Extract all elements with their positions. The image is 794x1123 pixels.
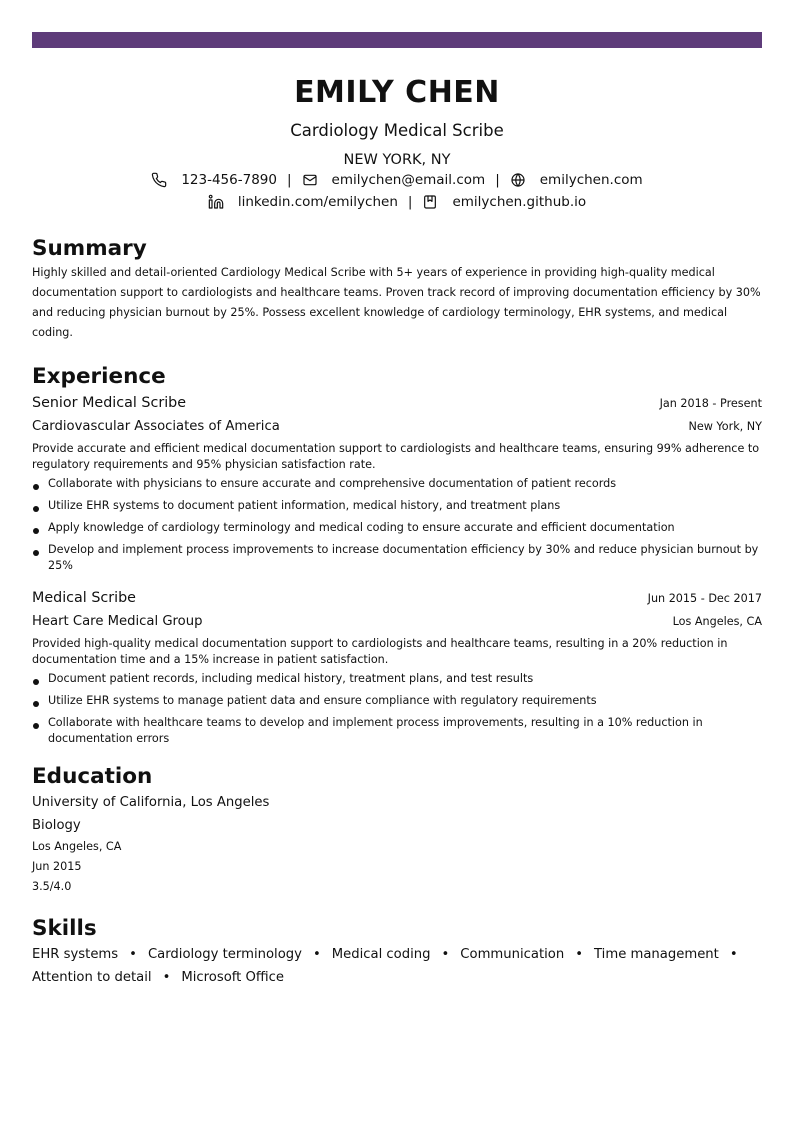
skill-item: EHR systems	[32, 947, 119, 962]
skill-separator: •	[162, 970, 171, 985]
skill-item: Attention to detail	[32, 970, 152, 985]
linkedin-link[interactable]: linkedin.com/emilychen	[237, 194, 398, 210]
contact-line-1	[32, 169, 762, 191]
skill-item: Cardiology terminology	[147, 947, 302, 962]
list-item: Apply knowledge of cardiology terminology and medical coding to ensure accurate and efficient documentation	[32, 520, 762, 536]
education-heading: Education	[32, 764, 153, 789]
job-description: Provided high-quality medical documentation support to cardiologists and healthcare teams, resulting in a 20% reduction in documentation time and a 15% increase in patient satisfaction.	[32, 637, 728, 666]
job-company-row	[32, 610, 762, 634]
education-school: University of California, Los Angeles	[32, 795, 270, 810]
candidate-location: NEW YORK, NY	[343, 152, 451, 168]
education-section	[32, 763, 762, 897]
job-bullets	[32, 671, 762, 747]
skill-separator: •	[129, 947, 137, 962]
skill-separator: •	[441, 947, 450, 962]
globe-icon	[510, 172, 526, 188]
list-item: Document patient records, including medical history, treatment plans, and test results	[32, 671, 762, 687]
list-item: Collaborate with healthcare teams to develop and implement process improvements, resulting in a 10% reduction in documentation errors	[32, 715, 762, 747]
contact-separator: |	[407, 194, 413, 210]
contact-separator: |	[286, 172, 292, 188]
experience-heading: Experience	[32, 364, 166, 389]
envelope-icon	[302, 172, 318, 188]
list-item: Utilize EHR systems to manage patient data and ensure compliance with regulatory requirements	[32, 693, 762, 709]
email-link[interactable]: emilychen@email.com	[331, 172, 486, 188]
website-link[interactable]: emilychen.com	[539, 172, 643, 188]
candidate-name: EMILY CHEN	[294, 75, 500, 110]
accent-bar	[32, 32, 762, 48]
resume-page	[32, 32, 762, 989]
job-title: Medical Scribe	[32, 590, 136, 606]
job-dates: Jun 2015 - Dec 2017	[647, 592, 762, 605]
contact-separator: |	[495, 172, 500, 188]
job-company: Cardiovascular Associates of America	[32, 419, 280, 434]
job-location: New York, NY	[688, 420, 762, 433]
summary-text: Highly skilled and detail-oriented Cardiology Medical Scribe with 5+ years of experience in providing high-quality medical documentation support to cardiologists and healthcare teams. Proven track record of improving documentation efficiency by 30% and reducing physician burnout by 25%. Possess excellent knowledge of cardiology terminology, EHR systems, and medical coding.	[32, 266, 761, 339]
job-entry	[32, 391, 762, 574]
job-header-row	[32, 586, 762, 610]
skill-separator: •	[575, 947, 584, 962]
skills-list	[32, 943, 762, 989]
experience-section	[32, 363, 762, 747]
list-item: Collaborate with physicians to ensure accurate and comprehensive documentation of patient records	[32, 476, 762, 492]
list-item: Develop and implement process improvements to increase documentation efficiency by 30% and reduce physician burnout by 25%	[32, 542, 762, 574]
phone-link[interactable]: 123-456-7890	[181, 172, 277, 188]
candidate-role: Cardiology Medical Scribe	[290, 121, 504, 140]
skill-item: Microsoft Office	[181, 970, 285, 985]
skills-section	[32, 915, 762, 989]
education-date: Jun 2015	[32, 860, 82, 873]
phone-icon	[151, 172, 167, 188]
education-location: Los Angeles, CA	[32, 840, 122, 853]
linkedin-icon	[208, 194, 224, 210]
job-location: Los Angeles, CA	[672, 615, 762, 628]
skills-heading: Skills	[32, 916, 97, 941]
summary-heading: Summary	[32, 236, 147, 261]
job-company: Heart Care Medical Group	[32, 614, 203, 629]
education-gpa: 3.5/4.0	[32, 880, 72, 893]
summary-section	[32, 235, 762, 343]
skill-separator: •	[729, 947, 738, 962]
github-link[interactable]: emilychen.github.io	[452, 194, 587, 210]
job-description: Provide accurate and efficient medical documentation support to cardiologists and healthcare teams, ensuring 99% adherence to regulatory requirements and 95% physician satisfaction rate.	[32, 442, 760, 471]
contact-line-2	[32, 191, 762, 213]
bookmark-icon	[422, 194, 438, 210]
job-title: Senior Medical Scribe	[32, 395, 187, 411]
job-bullets	[32, 476, 762, 574]
skill-separator: •	[312, 947, 321, 962]
education-major: Biology	[32, 818, 81, 833]
job-dates: Jan 2018 - Present	[659, 397, 762, 410]
list-item: Utilize EHR systems to document patient information, medical history, and treatment plans	[32, 498, 762, 514]
job-entry	[32, 586, 762, 747]
skill-item: Medical coding	[331, 947, 431, 962]
job-header-row	[32, 391, 762, 415]
skill-item: Communication	[460, 947, 565, 962]
skill-item: Time management	[594, 947, 719, 962]
job-company-row	[32, 415, 762, 439]
